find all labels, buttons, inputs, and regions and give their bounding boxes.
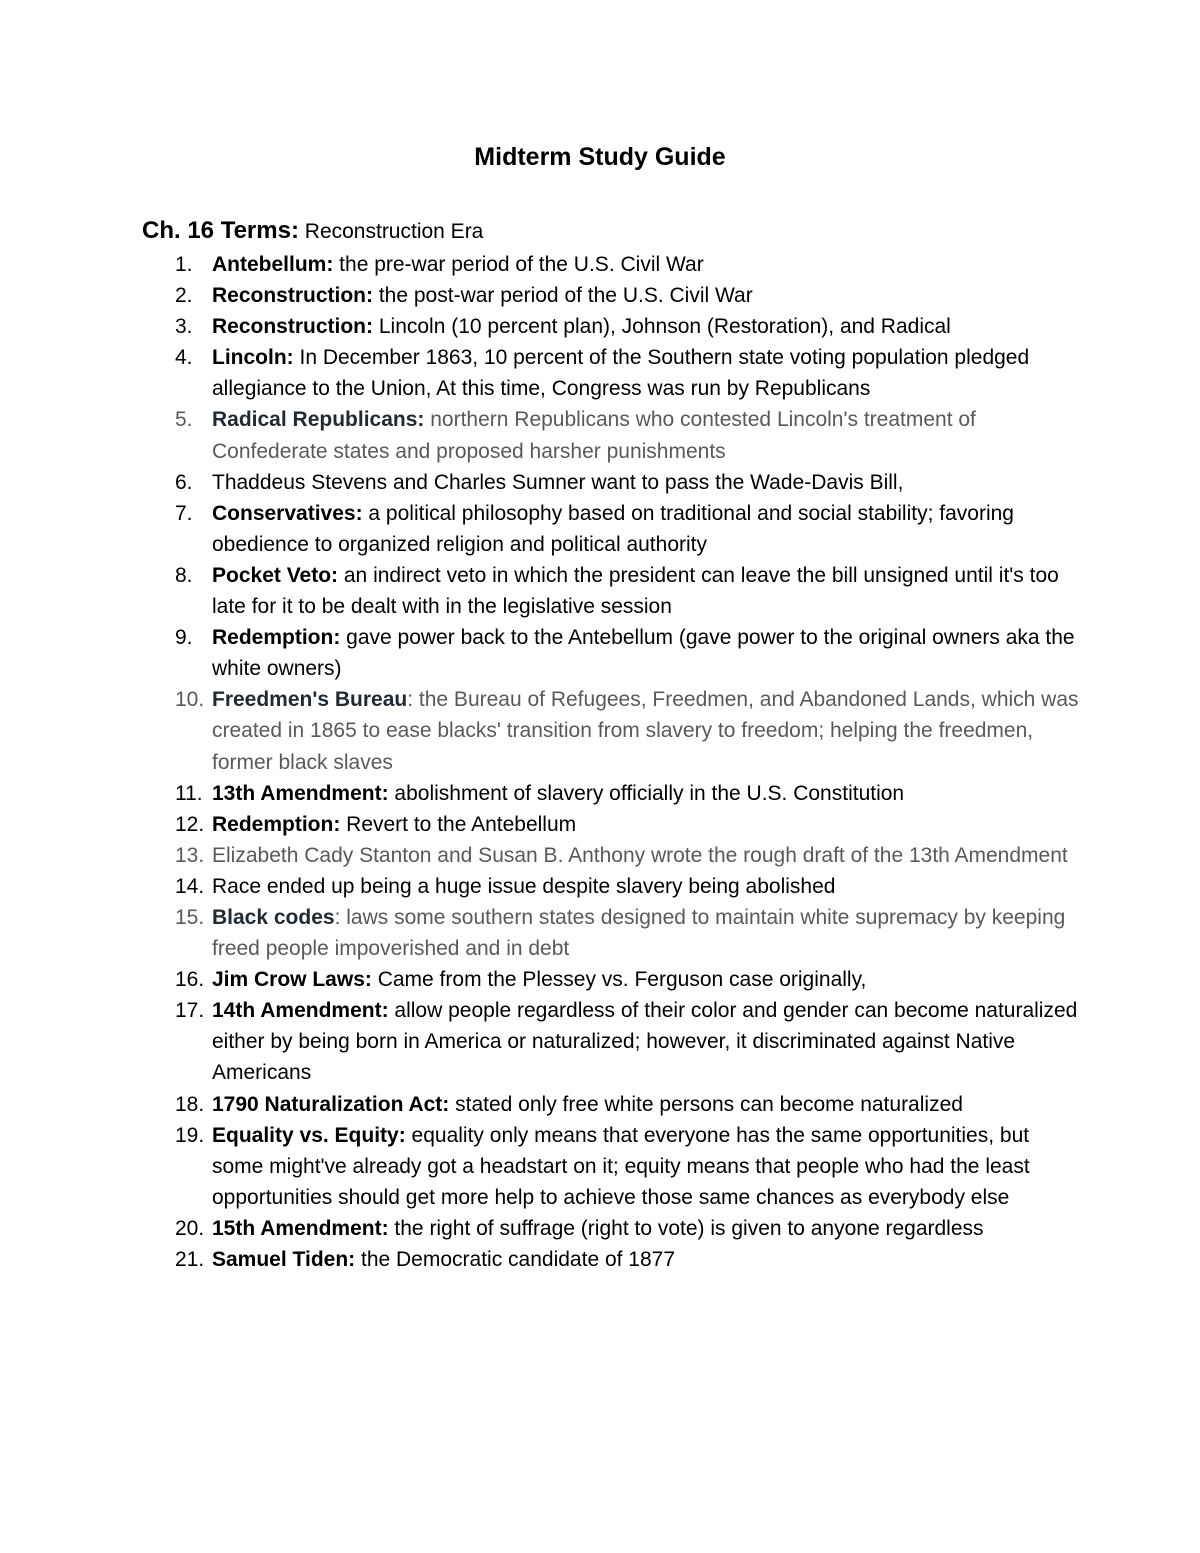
list-item: [0, 809, 1200, 840]
list-item-number: 19.: [175, 1123, 205, 1147]
list-item-term: 15th Amendment:: [212, 1216, 389, 1240]
list-item-number: 10.: [175, 688, 205, 712]
list-item-definition: : laws some southern states designed to maintain white supremacy by keeping freed people impoverished and in debt: [212, 905, 1066, 961]
section-label: Ch. 16 Terms:: [142, 217, 299, 244]
list-item-definition: the Democratic candidate of 1877: [355, 1248, 676, 1271]
list-item: [0, 1120, 1200, 1213]
list-item-number: 3.: [175, 315, 193, 339]
list-item: [0, 498, 1200, 560]
list-item-definition: northern Republicans who contested Lincoln's treatment of Confederate states and proposed harsher punishments: [212, 408, 976, 463]
list-item-definition: an indirect veto in which the president can leave the bill unsigned until it's too late for it to be dealt with in the legislative session: [212, 563, 1059, 619]
list-item-term: Redemption:: [212, 626, 341, 650]
list-item-term: Reconstruction:: [212, 315, 374, 339]
list-item-number: 12.: [175, 812, 205, 836]
list-item-definition: Revert to the Antebellum: [340, 812, 577, 836]
page-title: Midterm Study Guide: [474, 143, 726, 171]
list-item-number: 5.: [175, 408, 193, 432]
list-item-number: 18.: [175, 1092, 205, 1116]
section-subtitle: Reconstruction Era: [304, 220, 484, 243]
list-item-term: Conservatives:: [212, 501, 363, 525]
list-item-number: 20.: [175, 1216, 205, 1240]
list-item-number: 4.: [175, 346, 193, 370]
list-item-definition: Thaddeus Stevens and Charles Sumner want to pass the Wade-Davis Bill,: [212, 470, 904, 494]
list-item: [0, 249, 1200, 280]
list-item-term: Freedmen's Bureau: [212, 688, 408, 712]
section-heading: [142, 214, 483, 249]
list-item: [0, 964, 1200, 995]
list-item-definition: Elizabeth Cady Stanton and Susan B. Anthony wrote the rough draft of the 13th Amendment: [212, 843, 1068, 867]
list-item: [0, 467, 1200, 498]
list-item-term: Jim Crow Laws:: [212, 968, 372, 992]
list-item: [0, 560, 1200, 622]
list-item: [0, 778, 1200, 809]
list-item: [0, 684, 1200, 777]
list-item: [0, 1213, 1200, 1244]
list-item-term: Samuel Tiden:: [212, 1248, 356, 1271]
list-item-definition: equality only means that everyone has the same opportunities, but some might've already got a headstart on it; equity means that people who had the least opportunities should get more help to achieve those same chances as everybody else: [212, 1123, 1030, 1209]
list-item-term: Redemption:: [212, 812, 341, 836]
list-item-definition: the right of suffrage (right to vote) is given to anyone regardless: [388, 1216, 984, 1240]
list-item-number: 21.: [175, 1248, 205, 1271]
list-item-number: 7.: [175, 501, 193, 525]
list-item-number: 15.: [175, 905, 205, 929]
list-item: [0, 404, 1200, 466]
list-item: [0, 311, 1200, 342]
list-item-definition: a political philosophy based on traditional and social stability; favoring obedience to organized religion and political authority: [212, 501, 1014, 556]
list-item: [0, 840, 1200, 871]
list-item-number: 11.: [175, 781, 203, 805]
list-item: [0, 871, 1200, 902]
list-item-term: Pocket Veto:: [212, 563, 339, 587]
list-item-term: 13th Amendment:: [212, 781, 389, 805]
list-item-definition: Lincoln (10 percent plan), Johnson (Restoration), and Radical: [373, 315, 951, 339]
list-item-definition: : the Bureau of Refugees, Freedmen, and Abandoned Lands, which was created in 1865 to ease blacks' transition from slavery to freedom; helping the freedmen, former black slaves: [212, 688, 1079, 774]
list-item-term: Antebellum:: [212, 253, 334, 276]
list-item-definition: abolishment of slavery officially in the U.S. Constitution: [388, 781, 905, 805]
list-item-definition: Race ended up being a huge issue despite slavery being abolished: [212, 874, 836, 898]
list-item: [0, 1089, 1200, 1120]
list-item-number: 16.: [175, 968, 205, 992]
list-item-number: 6.: [175, 470, 193, 494]
list-item-definition: gave power back to the Antebellum (gave power to the original owners aka the white owners): [212, 626, 1075, 681]
list-item: [0, 1244, 1200, 1275]
list-item-number: 17.: [175, 999, 205, 1023]
list-item-number: 1.: [175, 253, 193, 276]
list-item-definition: stated only free white persons can become naturalized: [449, 1092, 963, 1116]
list-item: [0, 622, 1200, 684]
list-item-term: Black codes: [212, 905, 335, 929]
list-item: [0, 902, 1200, 964]
list-item-definition: the pre-war period of the U.S. Civil War: [333, 253, 704, 276]
list-item-term: Radical Republicans:: [212, 408, 425, 432]
list-item-term: 1790 Naturalization Act:: [212, 1092, 450, 1116]
terms-list: [0, 249, 1200, 1275]
list-item-term: Reconstruction:: [212, 284, 374, 308]
list-item-definition: the post-war period of the U.S. Civil War: [373, 284, 753, 308]
list-item-definition: Came from the Plessey vs. Ferguson case originally,: [371, 968, 867, 992]
list-item-number: 8.: [175, 563, 193, 587]
list-item-term: Equality vs. Equity:: [212, 1123, 406, 1147]
list-item: [0, 995, 1200, 1088]
list-item-definition: In December 1863, 10 percent of the Southern state voting population pledged allegiance to the Union, At this time, Congress was run by Republicans: [212, 346, 1030, 401]
list-item-number: 2.: [175, 284, 193, 308]
list-item-definition: allow people regardless of their color and gender can become naturalized either by being born in America or naturalized; however, it discriminated against Native Americans: [212, 999, 1078, 1085]
list-item-number: 9.: [175, 626, 193, 650]
list-item-number: 14.: [175, 874, 205, 898]
list-item: [0, 342, 1200, 404]
list-item-term: Lincoln:: [212, 346, 294, 370]
list-item-term: 14th Amendment:: [212, 999, 389, 1023]
list-item-number: 13.: [175, 843, 205, 867]
list-item: [0, 280, 1200, 311]
